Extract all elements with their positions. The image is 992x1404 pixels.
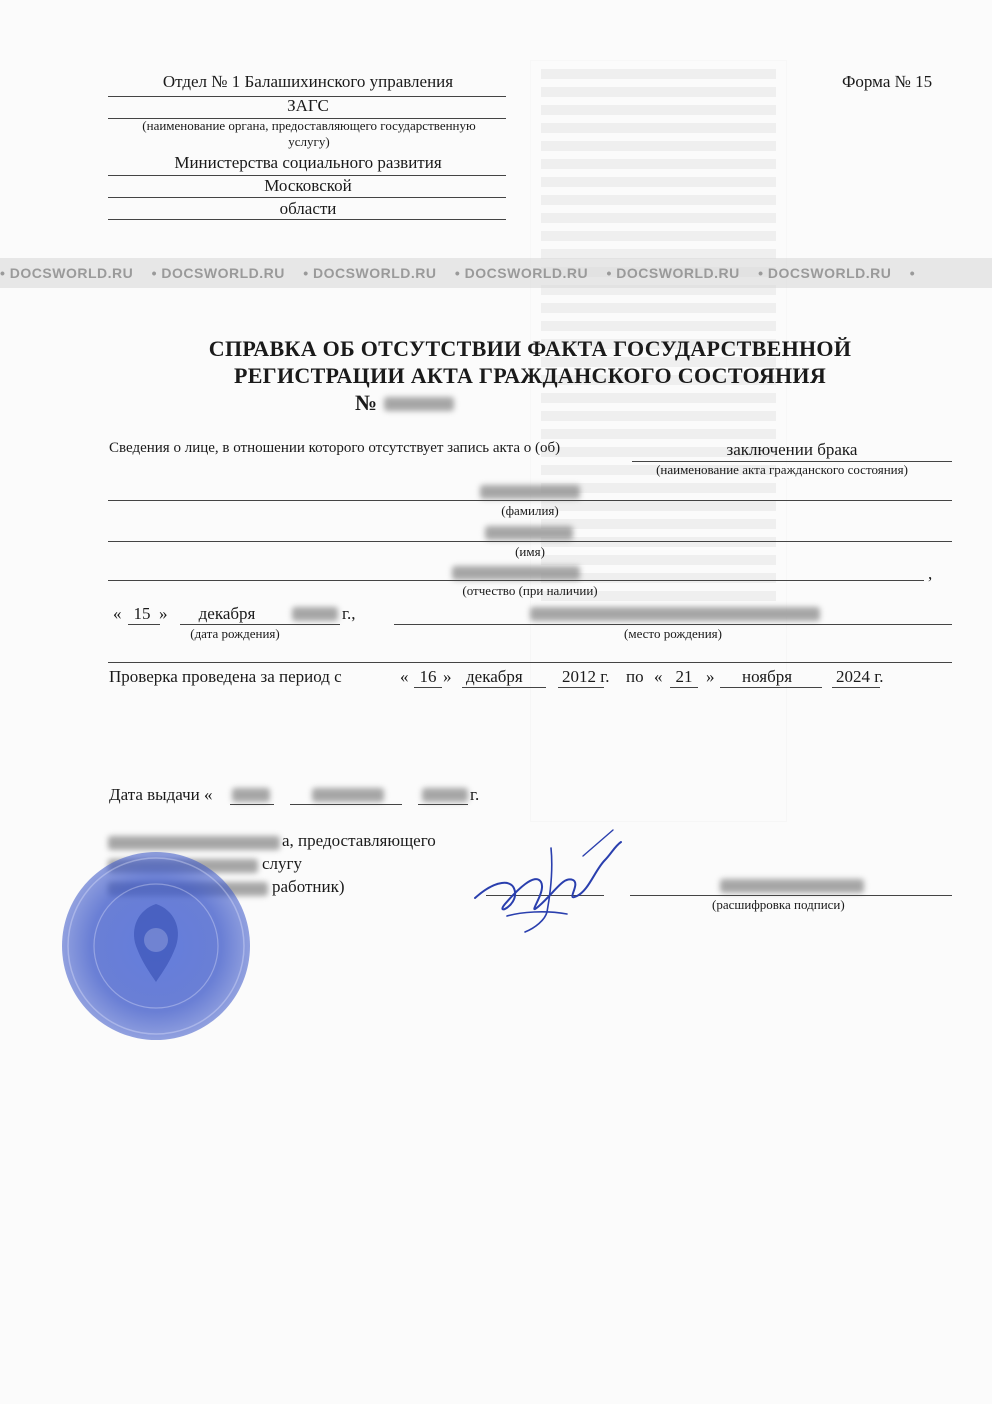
redacted-birth-year — [292, 607, 338, 621]
document-title-line-2: РЕГИСТРАЦИИ АКТА ГРАЖДАНСКОГО СОСТОЯНИЯ — [233, 363, 827, 388]
watermark-text: • DOCSWORLD.RU — [0, 265, 134, 281]
signer-name-underline — [630, 895, 952, 896]
redacted-signer-name — [720, 879, 864, 893]
birth-place-underline — [394, 624, 952, 625]
watermark-text: • DOCSWORLD.RU — [151, 265, 285, 281]
from-quote-open: « — [400, 667, 409, 686]
issue-date-label: Дата выдачи « — [109, 785, 213, 804]
ministry-underline-2 — [108, 197, 506, 198]
redacted-certificate-number — [384, 397, 454, 411]
act-type-value: заключении брака — [726, 440, 858, 459]
ministry-line-3: области — [279, 199, 337, 218]
watermark-band — [0, 258, 992, 288]
surname-underline — [108, 500, 952, 501]
birth-month: декабря — [198, 604, 256, 623]
org-line-1: Отдел № 1 Балашихинского управления — [162, 72, 454, 91]
signatory-line-3: работник) — [272, 877, 345, 896]
from-month-underline — [462, 687, 546, 688]
surname-caption: (фамилия) — [501, 503, 559, 518]
to-day: 21 — [675, 667, 693, 686]
from-year-underline — [558, 687, 604, 688]
from-month: декабря — [466, 667, 523, 686]
signature-caption: (расшифровка подписи) — [712, 897, 845, 912]
watermark-text: • DOCSWORLD.RU — [303, 265, 437, 281]
issue-day-underline — [230, 804, 274, 805]
patronymic-underline — [108, 580, 924, 581]
document-title-line-1: СПРАВКА ОБ ОТСУТСТВИИ ФАКТА ГОСУДАРСТВЕННОЙ — [208, 336, 852, 361]
redacted-name — [485, 526, 573, 540]
from-year: 2012 г. — [562, 667, 610, 686]
intro-text: Сведения о лице, в отношении которого отсутствует запись акта о (об) — [109, 440, 561, 456]
handwritten-signature — [455, 820, 625, 940]
birth-year-suffix: г., — [342, 604, 356, 623]
to-quote-close: » — [706, 667, 715, 686]
to-day-underline — [670, 687, 698, 688]
ministry-line-1: Министерства социального развития — [174, 153, 442, 172]
birth-day-underline — [128, 624, 160, 625]
act-type-caption: (наименование акта гражданского состояния) — [656, 462, 908, 477]
blank-line — [108, 662, 952, 663]
ministry-underline-3 — [108, 219, 506, 220]
redacted-issue-month — [312, 788, 384, 802]
org-line-2: ЗАГС — [287, 96, 329, 115]
certificate-number-label: № — [355, 390, 378, 415]
org-caption-1: (наименование органа, предоставляющего государственную — [142, 118, 476, 133]
patronymic-comma: , — [928, 564, 933, 583]
org-caption-2: услугу) — [288, 134, 330, 149]
issue-year-underline — [418, 804, 468, 805]
redacted-birth-place — [530, 607, 820, 621]
redacted-patronymic — [452, 566, 580, 580]
to-year: 2024 г. — [836, 667, 884, 686]
birth-day: 15 — [133, 604, 151, 623]
watermark-text: • DOCSWORLD.RU — [606, 265, 740, 281]
to-month-underline — [720, 687, 822, 688]
birth-quote-close: » — [159, 604, 168, 623]
from-quote-close: » — [443, 667, 452, 686]
redacted-surname — [480, 485, 580, 499]
redacted-issue-day — [232, 788, 270, 802]
to-year-underline — [832, 687, 880, 688]
issue-year-suffix: г. — [470, 785, 480, 804]
round-seal-stamp — [58, 848, 254, 1044]
redacted-issue-year — [422, 788, 468, 802]
signatory-line-2: слугу — [262, 854, 303, 873]
birth-quote-open: « — [113, 604, 122, 623]
watermark-text: • — [909, 265, 916, 281]
patronymic-caption: (отчество (при наличии) — [462, 583, 598, 598]
to-quote-open: « — [654, 667, 663, 686]
signatory-line-1: а, предоставляющего — [282, 831, 436, 850]
from-day: 16 — [419, 667, 437, 686]
to-label: по — [626, 667, 644, 686]
watermark-text: • DOCSWORLD.RU — [758, 265, 892, 281]
birth-date-caption: (дата рождения) — [190, 626, 280, 641]
form-number: Форма № 15 — [842, 72, 933, 91]
issue-month-underline — [290, 804, 402, 805]
ministry-line-2: Московской — [264, 176, 352, 195]
watermark-text: • DOCSWORLD.RU — [454, 265, 589, 281]
name-caption: (имя) — [515, 544, 545, 559]
from-day-underline — [414, 687, 442, 688]
birth-month-year-underline — [180, 624, 340, 625]
name-underline — [108, 541, 952, 542]
to-month: ноября — [742, 667, 793, 686]
check-period-label: Проверка проведена за период с — [109, 667, 342, 686]
birth-place-caption: (место рождения) — [624, 626, 722, 641]
